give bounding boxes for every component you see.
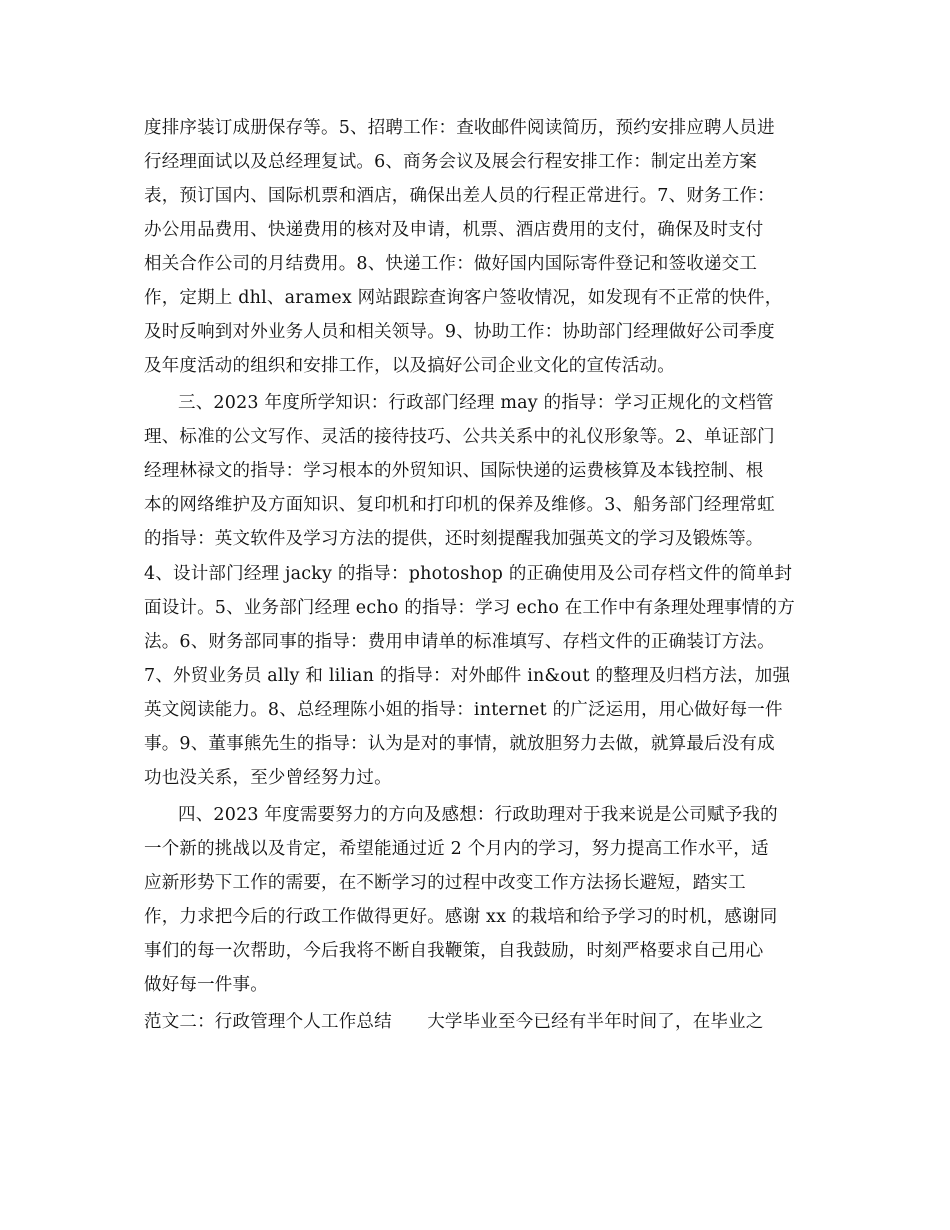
section-title-line: 范文二：行政管理个人工作总结 大学毕业至今已经有半年时间了，在毕业之 xyxy=(144,1012,764,1032)
text-line: 及年度活动的组织和安排工作，以及搞好公司企业文化的宣传活动。 xyxy=(144,356,675,376)
text-line: 法。6、财务部同事的指导：费用申请单的标准填写、存档文件的正确装订方法。 xyxy=(144,632,775,652)
text-line: 事们的每一次帮助，今后我将不断自我鞭策，自我鼓励，时刻严格要求自己用心 xyxy=(144,941,764,961)
text-line: 面设计。5、业务部门经理 echo 的指导：学习 echo 在工作中有条理处理事情的方 xyxy=(144,598,795,618)
text-line: 表，预订国内、国际机票和酒店，确保出差人员的行程正常进行。7、财务工作： xyxy=(144,186,775,206)
text-line: 作，力求把今后的行政工作做得更好。感谢 xx 的栽培和给予学习的时机，感谢同 xyxy=(144,907,778,927)
text-line: 事。9、董事熊先生的指导：认为是对的事情，就放胆努力去做，就算最后没有成 xyxy=(144,734,775,754)
text-line: 做好每一件事。 xyxy=(144,975,268,995)
text-line: 本的网络维护及方面知识、复印机和打印机的保养及维修。3、船务部门经理常虹 xyxy=(144,495,775,515)
text-line: 4、设计部门经理 jacky 的指导：photoshop 的正确使用及公司存档文件的简单封 xyxy=(144,564,793,584)
text-line: 经理林禄文的指导：学习根本的外贸知识、国际快递的运费核算及本钱控制、根 xyxy=(144,461,764,481)
text-line: 应新形势下工作的需要，在不断学习的过程中改变工作方法扬长避短，踏实工 xyxy=(144,873,746,893)
text-line: 行经理面试以及总经理复试。6、商务会议及展会行程安排工作：制定出差方案 xyxy=(144,152,758,172)
text-line: 功也没关系，至少曾经努力过。 xyxy=(144,768,392,788)
paragraph-heading-line: 三、2023 年度所学知识：行政部门经理 may 的指导：学习正规化的文档管 xyxy=(178,393,774,413)
text-line: 及时反响到对外业务人员和相关领导。9、协助工作：协助部门经理做好公司季度 xyxy=(144,322,775,342)
text-line: 相关合作公司的月结费用。8、快递工作：做好国内国际寄件登记和签收递交工 xyxy=(144,254,758,274)
text-line: 作，定期上 dhl、aramex 网站跟踪查询客户签收情况，如发现有不正常的快件， xyxy=(144,288,783,308)
text-line: 的指导：英文软件及学习方法的提供，还时刻提醒我加强英文的学习及锻炼等。 xyxy=(144,529,764,549)
text-line: 办公用品费用、快递费用的核对及申请，机票、酒店费用的支付，确保及时支付 xyxy=(144,220,764,240)
text-line: 度排序装订成册保存等。5、招聘工作：查收邮件阅读简历，预约安排应聘人员进 xyxy=(144,118,775,138)
text-line: 理、标准的公文写作、灵活的接待技巧、公共关系中的礼仪形象等。2、单证部门 xyxy=(144,427,775,447)
text-line: 英文阅读能力。8、总经理陈小姐的指导：internet 的广泛运用，用心做好每一件 xyxy=(144,700,783,720)
paragraph-heading-line: 四、2023 年度需要努力的方向及感想：行政助理对于我来说是公司赋予我的 xyxy=(178,805,778,825)
text-line: 7、外贸业务员 ally 和 lilian 的指导：对外邮件 in&out 的整理及归档方法，加强 xyxy=(144,666,791,686)
text-line: 一个新的挑战以及肯定，希望能通过近 2 个月内的学习，努力提高工作水平，适 xyxy=(144,839,769,859)
